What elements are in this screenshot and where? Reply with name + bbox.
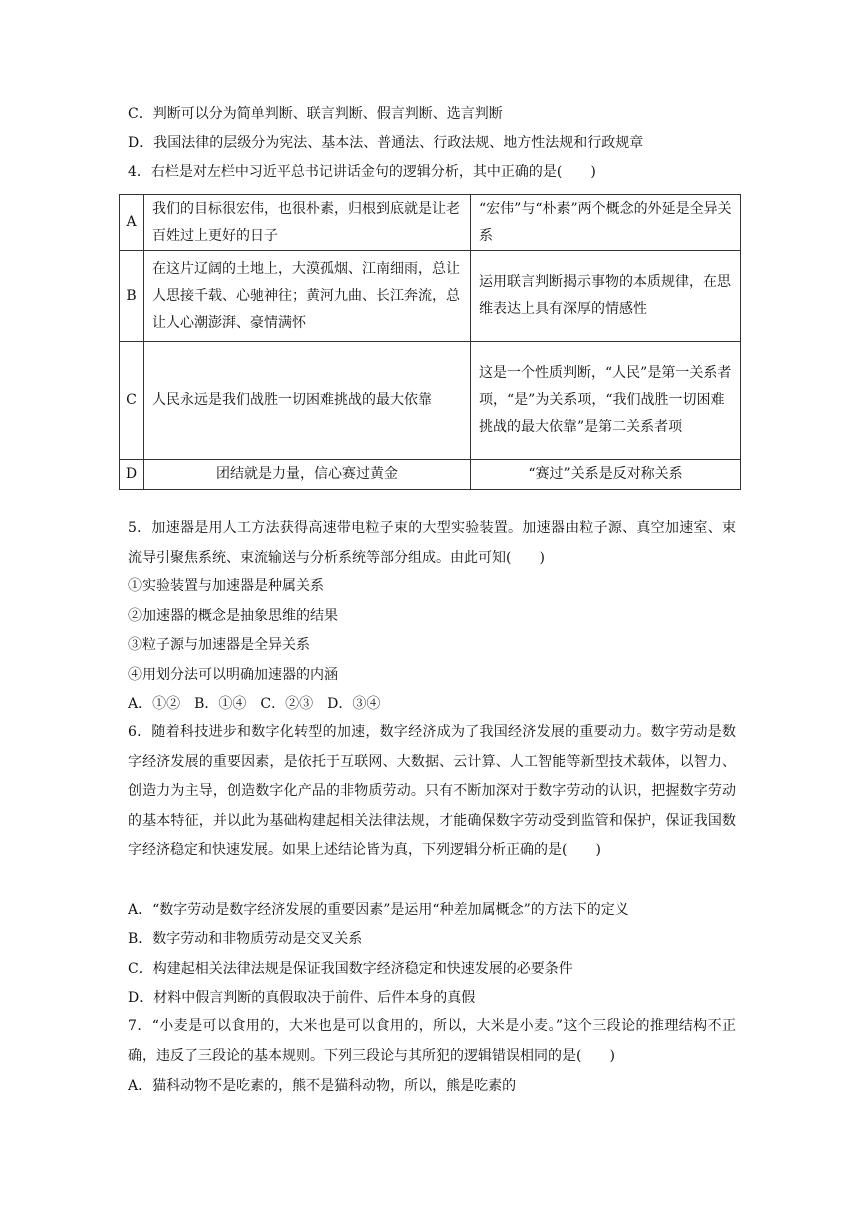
q6-stem: 6．随着科技进步和数字化转型的加速，数字经济成为了我国经济发展的重要动力。数字劳动是数字经济发展的重要因素，是依托于互联网、大数据、云计算、人工智能等新型技术载体，以智力、创造力为主导，创造数字化产品的非物质劳动。只有不断加深对于数字劳动的认识，把握数字劳动的基本特征，并以此为基础构建起相关法律法规，才能确保数字劳动受到监管和保护，保证我国数字经济稳定和快速发展。如果上述结论皆为真，下列逻辑分析正确的是( ) bbox=[128, 724, 736, 859]
q4-stem: 4．右栏是对左栏中习近平总书记讲话金句的逻辑分析，其中正确的是( ) bbox=[128, 164, 596, 180]
row-left-cell: 团结就是力量，信心赛过黄金 bbox=[144, 460, 471, 490]
row-label: C bbox=[120, 342, 144, 460]
row-right-cell: “宏伟”与“朴素”两个概念的外延是全异关系 bbox=[471, 195, 741, 251]
q3-option-c: C．判断可以分为简单判断、联言判断、假言判断、选言判断 bbox=[128, 106, 503, 122]
q5-choices: A．①② B．①④ C．②③ D．③④ bbox=[128, 696, 381, 712]
q5-statement-3: ③粒子源与加速器是全异关系 bbox=[128, 637, 310, 653]
q5-statement-2: ②加速器的概念是抽象思维的结果 bbox=[128, 608, 338, 624]
row-right-cell: “赛过”关系是反对称关系 bbox=[471, 460, 741, 490]
row-right-cell: 运用联言判断揭示事物的本质规律，在思维表达上具有深厚的情感性 bbox=[471, 251, 741, 342]
q6-option-a: A．“数字劳动是数字经济发展的重要因素”是运用“种差加属概念”的方法下的定义 bbox=[128, 902, 629, 918]
q7-option-a: A．猫科动物不是吃素的，熊不是猫科动物，所以，熊是吃素的 bbox=[128, 1078, 517, 1094]
row-left-cell: 人民永远是我们战胜一切困难挑战的最大依靠 bbox=[144, 342, 471, 460]
row-label: D bbox=[120, 460, 144, 490]
q5-stem: 5．加速器是用人工方法获得高速带电粒子束的大型实验装置。加速器由粒子源、真空加速室、束流导引聚焦系统、束流输送与分析系统等部分组成。由此可知( ) bbox=[128, 520, 736, 566]
q5-statement-4: ④用划分法可以明确加速器的内涵 bbox=[128, 667, 338, 683]
row-label: A bbox=[120, 195, 144, 251]
q4-table bbox=[119, 194, 741, 490]
row-right-cell: 这是一个性质判断，“人民”是第一关系者项，“是”为关系项，“我们战胜一切困难挑战的最大依靠”是第二关系者项 bbox=[471, 342, 741, 460]
table-row bbox=[120, 460, 741, 490]
table-row bbox=[120, 342, 741, 460]
row-left-cell: 我们的目标很宏伟，也很朴素，归根到底就是让老百姓过上更好的日子 bbox=[144, 195, 471, 251]
q3-option-d: D．我国法律的层级分为宪法、基本法、普通法、行政法规、地方性法规和行政规章 bbox=[128, 135, 644, 151]
q6-option-d: D．材料中假言判断的真假取决于前件、后件本身的真假 bbox=[128, 990, 476, 1006]
table-row bbox=[120, 195, 741, 251]
row-left-cell: 在这片辽阔的土地上，大漠孤烟、江南细雨，总让人思接千载、心驰神往；黄河九曲、长江奔流，总让人心潮澎湃、豪情满怀 bbox=[144, 251, 471, 342]
table-row bbox=[120, 251, 741, 342]
q6-option-b: B．数字劳动和非物质劳动是交叉关系 bbox=[128, 931, 363, 947]
q5-statement-1: ①实验装置与加速器是种属关系 bbox=[128, 578, 324, 594]
row-label: B bbox=[120, 251, 144, 342]
q6-option-c: C．构建起相关法律法规是保证我国数字经济稳定和快速发展的必要条件 bbox=[128, 961, 573, 977]
q7-stem: 7．“小麦是可以食用的，大米也是可以食用的，所以，大米是小麦。”这个三段论的推理结构不正确，违反了三段论的基本规则。下列三段论与其所犯的逻辑错误相同的是( ) bbox=[128, 1018, 736, 1064]
